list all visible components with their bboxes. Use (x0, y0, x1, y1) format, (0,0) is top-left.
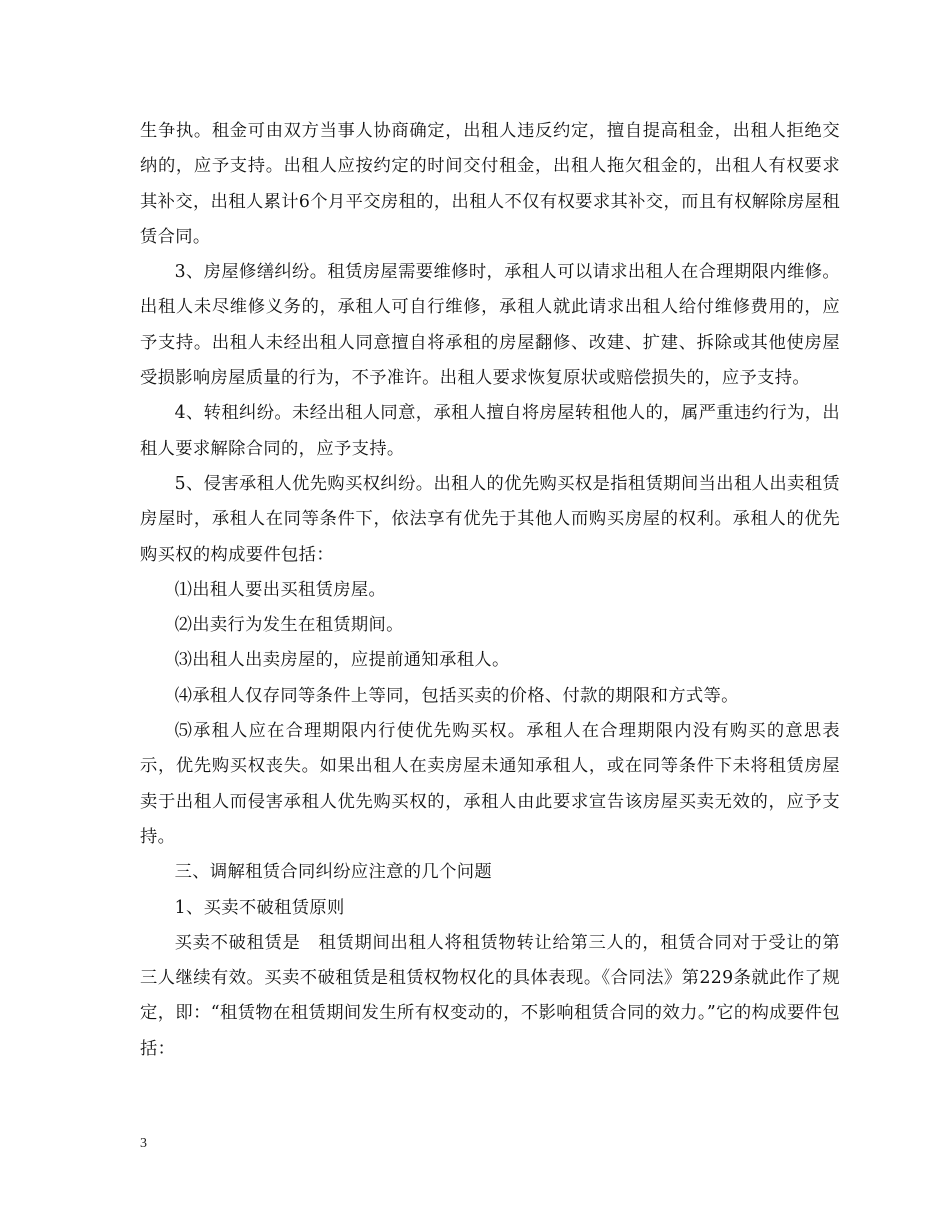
page-number: 3 (140, 1136, 147, 1151)
subheading-sale-does-not-break-lease: 1、买卖不破租赁原则 (174, 897, 345, 918)
paragraph-sale-does-not-break-lease: 买卖不破租赁是 租赁期间出租人将租赁物转让给第三人的，租赁合同对于受让的第三人继续有效。买卖不破租赁是租赁权物权化的具体表现。《合同法》第229条就此作了规定，即：“租赁物在租赁期间发生所有权变动的，不影响租赁合同的效力。”它的构成要件包括： (140, 932, 840, 1059)
paragraph-repair-dispute: 3、房屋修缮纠纷。租赁房屋需要维修时，承租人可以请求出租人在合理期限内维修。出租人未尽维修义务的，承租人可自行维修，承租人就此请求出租人给付维修费用的，应予支持。出租人未经出租人同意擅自将承租的房屋翻修、改建、扩建、拆除或其他使房屋受损影响房屋质量的行为，不予准许。出租人要求恢复原状或赔偿损失的，应予支持。 (140, 262, 840, 389)
list-item-condition-5: ⑸承租人应在合理期限内行使优先购买权。承租人在合理期限内没有购买的意思表示，优先购买权丧失。如果出租人在卖房屋未通知承租人，或在同等条件下未将租赁房屋卖于出租人而侵害承租人优先购买权的，承租人由此要求宣告该房屋买卖无效的，应予支持。 (140, 721, 840, 847)
list-item-condition-3: ⑶出租人出卖房屋的，应提前通知承租人。 (174, 650, 510, 671)
paragraph-rent-dispute-continued: 生争执。租金可由双方当事人协商确定，出租人违反约定，擅自提高租金，出租人拒绝交纳的，应予支持。出租人应按约定的时间交付租金，出租人拖欠租金的，出租人有权要求其补交，出租人累计6个月平交房租的，出租人不仅有权要求其补交，而且有权解除房屋租赁合同。 (140, 121, 840, 247)
document-body (140, 114, 840, 1067)
section-heading-mediation-issues: 三、调解租赁合同纠纷应注意的几个问题 (174, 862, 492, 883)
paragraph-preemptive-right-dispute: 5、侵害承租人优先购买权纠纷。出租人的优先购买权是指租赁期间当出租人出卖租赁房屋时，承租人在同等条件下，依法享有优先于其他人而购买房屋的权利。承租人的优先购买权的构成要件包括： (140, 473, 840, 565)
list-item-condition-2: ⑵出卖行为发生在租赁期间。 (174, 615, 404, 636)
list-item-condition-1: ⑴出租人要出买租赁房屋。 (174, 579, 387, 600)
list-item-condition-4: ⑷承租人仅存同等条件上等同，包括买卖的价格、付款的期限和方式等。 (174, 685, 739, 706)
paragraph-sublease-dispute: 4、转租纠纷。未经出租人同意，承租人擅自将房屋转租他人的，属严重违约行为，出租人要求解除合同的，应予支持。 (140, 403, 840, 459)
